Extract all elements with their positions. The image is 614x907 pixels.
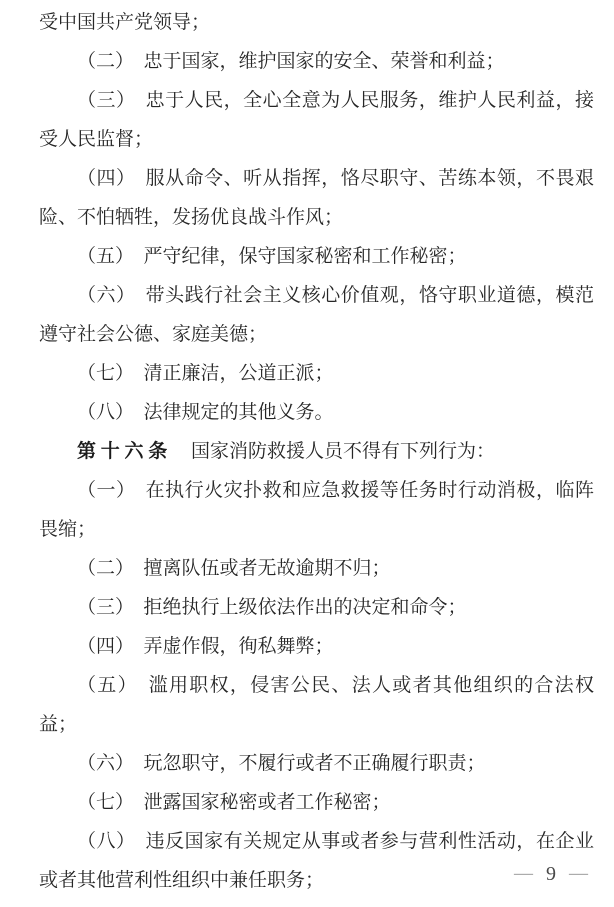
page-number: 9 — [546, 863, 556, 885]
clause-duty-8: （八） 法律规定的其他义务。 — [77, 402, 334, 423]
clause-prohibited-2: （二） 擅离队伍或者无故逾期不归； — [77, 558, 391, 579]
clause-prohibited-1: （一） 在执行火灾扑救和应急救援等任务时行动消极，临阵畏缩； — [39, 480, 594, 540]
clause-prohibited-5: （五） 滥用职权，侵害公民、法人或者其他组织的合法权益； — [39, 675, 594, 735]
clause-duty-5: （五） 严守纪律，保守国家秘密和工作秘密； — [77, 246, 467, 267]
clause-duty-7: （七） 清正廉洁，公道正派； — [77, 363, 334, 384]
page-footer — [514, 863, 588, 885]
clause-duty-2: （二） 忠于国家，维护国家的安全、荣誉和利益； — [77, 51, 505, 72]
clause-prohibited-3: （三） 拒绝执行上级依法作出的决定和命令； — [77, 597, 467, 618]
footer-dash-right: — — [569, 865, 588, 882]
clause-prohibited-4: （四） 弄虚作假，徇私舞弊； — [77, 636, 334, 657]
clause-prohibited-7: （七） 泄露国家秘密或者工作秘密； — [77, 792, 391, 813]
clause-prohibited-8: （八） 违反国家有关规定从事或者参与营利性活动，在企业或者其他营利性组织中兼任职务； — [39, 831, 594, 891]
clause-duty-4: （四） 服从命令、听从指挥，恪尽职守、苦练本领，不畏艰险、不怕牺牲，发扬优良战斗作风； — [39, 168, 594, 228]
article-16-heading — [39, 432, 594, 471]
clause-duty-6: （六） 带头践行社会主义核心价值观，恪守职业道德，模范遵守社会公德、家庭美德； — [39, 285, 594, 345]
clause-prohibited-6: （六） 玩忽职守，不履行或者不正确履行职责； — [77, 753, 486, 774]
article-16-text: 国家消防救援人员不得有下列行为： — [172, 441, 496, 462]
clause-duty-3: （三） 忠于人民，全心全意为人民服务，维护人民利益，接受人民监督； — [39, 90, 594, 150]
footer-dash-left: — — [514, 865, 533, 882]
paragraph-continuation: 受中国共产党领导； — [39, 12, 211, 33]
article-16-number: 第十六条 — [77, 441, 173, 462]
